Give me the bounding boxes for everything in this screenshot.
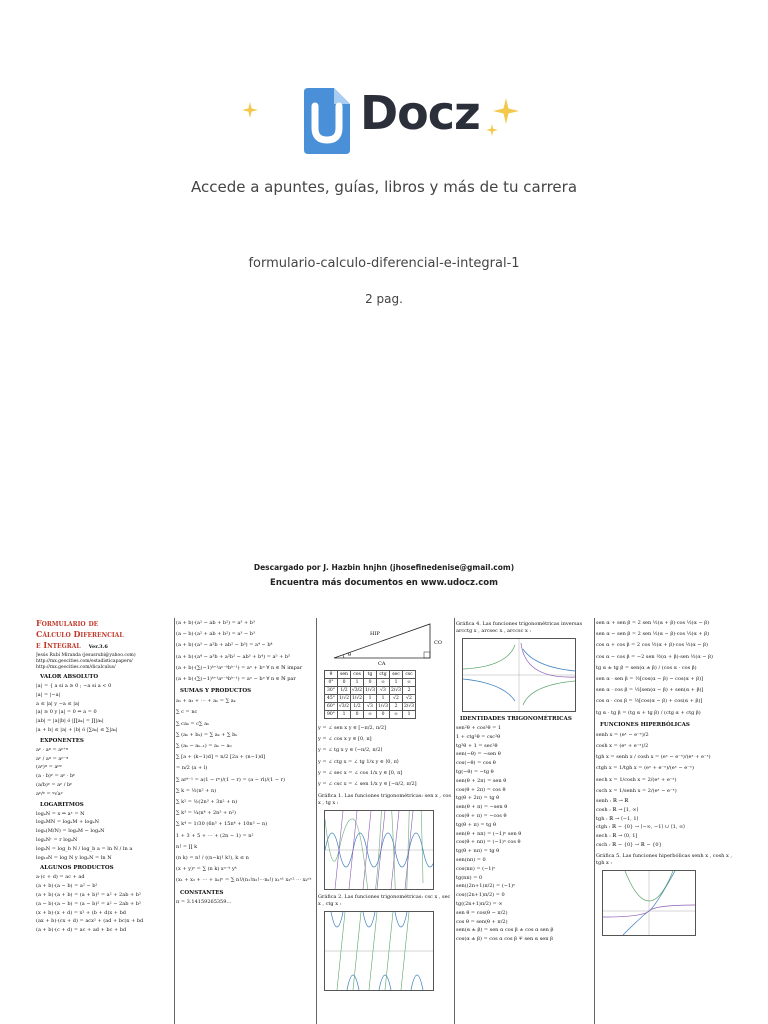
formula-line: tgh x = senh x / cosh x = (eˣ − e⁻ˣ)/(eˣ + e⁻ˣ) bbox=[596, 754, 711, 761]
formula-list bbox=[596, 618, 736, 719]
formula-line: tg(θ + 2π) = tg θ bbox=[456, 795, 500, 802]
plot-canvas bbox=[325, 811, 433, 889]
title-line: e Integral bbox=[36, 640, 81, 650]
section-heading: SUMAS Y PRODUCTOS bbox=[180, 688, 252, 695]
formula-line: y = ∠ tg x y ∈ ⟨−π/2, π/2⟩ bbox=[318, 747, 383, 754]
formula-line: a₁ + a₂ + ⋯ + aₙ = ∑ aₖ bbox=[176, 698, 236, 705]
column-divider bbox=[316, 618, 317, 1024]
table-row bbox=[325, 671, 416, 679]
document-title bbox=[36, 618, 174, 653]
formula-line: (aᵖ)ᵠ = aᵖᵠ bbox=[36, 764, 62, 771]
formula-list bbox=[456, 724, 594, 944]
table-cell: 1/√2 bbox=[351, 696, 363, 701]
section-heading: IDENTIDADES TRIGONOMÉTRICAS bbox=[460, 716, 572, 722]
tagline: Accede a apuntes, guías, libros y más de tu carrera bbox=[190, 178, 578, 196]
trig-graph-1 bbox=[324, 810, 434, 890]
page-count: 2 pag. bbox=[365, 292, 403, 306]
formula-line: cos(θ + π) = −cos θ bbox=[456, 812, 507, 819]
formula-line: (a + b)·(a − b) = a² − b² bbox=[36, 883, 98, 890]
formula-line: sen α − sen β = 2 sen ½(α − β)·cos ½(α + β) bbox=[596, 631, 710, 638]
author-line: Jesús Rubí Miranda (jesusrubi@yahoo.com) bbox=[36, 653, 136, 658]
formula-line: aᵖ/ᵠ = ᵠ√aᵖ bbox=[36, 790, 63, 797]
table-row bbox=[325, 711, 416, 719]
formula-list bbox=[176, 618, 314, 685]
formula-line: cos((2n+1)π/2) = 0 bbox=[456, 892, 505, 899]
table-cell: 1/√2 bbox=[338, 696, 350, 701]
table-row bbox=[325, 679, 416, 687]
formula-line: sen(nπ) = 0 bbox=[456, 856, 486, 863]
table-cell: 45° bbox=[325, 695, 338, 703]
formula-line: |a| = |−a| bbox=[36, 691, 61, 698]
formula-line: a ≤ |a| y −a ≤ |a| bbox=[36, 700, 80, 707]
formula-line: logₐNʳ = r logₐN bbox=[36, 836, 78, 843]
formula-line: ∑ k⁴ = 1/30 (6n⁵ + 15n⁴ + 10n³ − n) bbox=[176, 821, 268, 828]
table-cell: √3 bbox=[364, 703, 377, 711]
formula-line: = n/2 (a + l) bbox=[176, 765, 208, 772]
formula-line: 1 + 3 + 5 + ⋯ + (2n − 1) = n² bbox=[176, 832, 254, 839]
right-triangle-diagram bbox=[318, 618, 448, 666]
inverse-trig-graph bbox=[462, 638, 576, 712]
table-cell: √2 bbox=[390, 695, 403, 703]
column-2 bbox=[176, 618, 314, 1024]
formula-line: sen θ = cos(θ − π/2) bbox=[456, 909, 508, 916]
formula-line: sen(α ± β) = sen α cos β ± cos α sen β bbox=[456, 927, 554, 934]
formula-line: cos α + cos β = 2 cos ½(α + β)·cos ½(α − β) bbox=[596, 642, 708, 649]
formula-line: logₐN = x ⇒ aˣ = N bbox=[36, 810, 85, 817]
formula-line: sen(θ + π) = −sen θ bbox=[456, 804, 508, 811]
formula-line: csch x = 1/senh x = 2/(eˣ − e⁻ˣ) bbox=[596, 787, 677, 794]
formula-line: tg α ± tg β = sen(α ± β) / (cos α · cos β) bbox=[596, 664, 697, 671]
table-cell: csc bbox=[403, 671, 416, 679]
table-cell: √3 bbox=[377, 687, 390, 695]
table-cell: 1/√3 bbox=[364, 688, 376, 693]
table-cell: sec bbox=[390, 671, 403, 679]
formula-line: ∑ caₖ = c∑ aₖ bbox=[176, 720, 209, 727]
section-heading: ALGUNOS PRODUCTOS bbox=[40, 865, 114, 872]
formula-line: |ab| = |a||b| ó |∏aₖ| = ∏|aₖ| bbox=[36, 718, 104, 725]
table-cell: 1 bbox=[377, 695, 390, 703]
hyperbolic-graph bbox=[602, 870, 696, 936]
formula-line: aᵖ · aᵠ = aᵖ⁺ᵠ bbox=[36, 746, 69, 753]
udocz-logo[interactable] bbox=[240, 80, 530, 160]
formula-line: ∑ (aₖ + bₖ) = ∑ aₖ + ∑ bₖ bbox=[176, 731, 238, 738]
column-3 bbox=[318, 618, 454, 1024]
table-cell: 1 bbox=[338, 711, 351, 719]
formula-line: aᵖ / aᵠ = aᵖ⁻ᵠ bbox=[36, 755, 69, 762]
triangle-label-hip: HIP bbox=[370, 631, 380, 637]
formula-line: cos(θ + nπ) = (−1)ⁿ cos θ bbox=[456, 839, 521, 846]
formula-line: ctgh : ℝ − {0} → ⟨−∞, −1⟩ ∪ ⟨1, ∞⟩ bbox=[596, 824, 686, 831]
formula-line: cos(−θ) = cos θ bbox=[456, 760, 496, 767]
table-cell: ∞ bbox=[390, 711, 403, 719]
formula-list bbox=[176, 898, 314, 907]
formula-line: tg(nπ) = 0 bbox=[456, 874, 483, 881]
table-cell: 1/2 bbox=[351, 703, 364, 711]
formula-line: (a − b)·(a − b) = (a − b)² = a² − 2ab + b² bbox=[36, 900, 141, 907]
table-cell: 1 bbox=[403, 711, 416, 719]
formula-line: (a + b)·(a⁴ − a³b + a²b² − ab³ + b⁴) = a⁵ + b⁵ bbox=[176, 653, 291, 660]
formula-line: (n k) = n! / ((n−k)! k!), k ≤ n bbox=[176, 855, 249, 862]
formula-line: sen((2n+1)π/2) = (−1)ⁿ bbox=[456, 883, 516, 890]
formula-line: csch : ℝ − {0} → ℝ − {0} bbox=[596, 842, 662, 849]
formula-line: ∑ k³ = ¼(n⁴ + 2n³ + n²) bbox=[176, 810, 236, 817]
table-cell: 1 bbox=[390, 679, 403, 687]
formula-line: logₐN = log_b N / log_b a = ln N / ln a bbox=[36, 845, 133, 852]
table-cell: √3/2 bbox=[338, 704, 350, 709]
formula-line: (a + b)·(a + b) = (a + b)² = a² + 2ab + b² bbox=[36, 891, 141, 898]
table-cell: 0 bbox=[338, 679, 351, 687]
formula-line: (ax + b)·(cx + d) = acx² + (ad + bc)x + bd bbox=[36, 918, 144, 925]
formula-line: y = ∠ csc x = ∠ sen 1/x y ∈ [−π/2, π/2] bbox=[318, 781, 417, 788]
formula-line: cosh x = (eˣ + e⁻ˣ)/2 bbox=[596, 743, 649, 750]
formula-line: (a + b)·(∑(−1)ᵏ⁺¹aⁿ⁻ᵏbᵏ⁻¹) = aⁿ − bⁿ ∀ n ∈ ℕ par bbox=[176, 676, 296, 683]
table-cell: 0 bbox=[351, 711, 364, 719]
formula-line: sech : ℝ → ⟨0, 1] bbox=[596, 833, 638, 840]
formula-line: tg α · tg β = (tg α + tg β) / (ctg α + ctg β) bbox=[596, 709, 701, 716]
trig-graph-2 bbox=[324, 911, 434, 991]
document-preview bbox=[36, 618, 736, 1024]
formula-line: ∑ (aₖ − aₖ₋₁) = aₙ − a₀ bbox=[176, 743, 232, 750]
formula-list bbox=[36, 810, 174, 863]
author-line: http://mx.geocities.com/dicalculus/ bbox=[36, 665, 116, 670]
title-line: Cálculo Diferencial bbox=[36, 629, 124, 639]
formula-line: 1 + ctg²θ = csc²θ bbox=[456, 733, 501, 740]
formula-line: (a − b)·(a² + ab + b²) = a³ − b³ bbox=[176, 631, 255, 638]
formula-line: sen(−θ) = −sen θ bbox=[456, 751, 501, 758]
table-cell: tg bbox=[364, 671, 377, 679]
table-cell: 1/√3 bbox=[377, 704, 389, 709]
plot-canvas bbox=[603, 871, 695, 935]
formula-line: (a + b)·(a³ − a²b + ab² − b³) = a⁴ − b⁴ bbox=[176, 642, 273, 649]
section-heading: VALOR ABSOLUTO bbox=[40, 674, 99, 680]
table-row bbox=[325, 703, 416, 711]
title-line: Formulario de bbox=[36, 618, 99, 628]
table-cell: sen bbox=[338, 671, 351, 679]
table-cell: ∞ bbox=[377, 679, 390, 687]
formula-line: (a + b)·(a² − ab + b²) = a³ + b³ bbox=[176, 620, 255, 626]
formula-line: sen(θ + nπ) = (−1)ⁿ sen θ bbox=[456, 830, 522, 837]
formula-line: log₁₀N = log N y logₑN = ln N bbox=[36, 854, 112, 861]
formula-list bbox=[596, 730, 736, 797]
formula-line: y = ∠ sen x y ∈ [−π/2, π/2] bbox=[318, 725, 386, 731]
formula-line: cos(nπ) = (−1)ⁿ bbox=[456, 865, 496, 872]
table-row bbox=[325, 695, 416, 703]
formula-line: cos(α ± β) = cos α cos β ∓ sen α sen β bbox=[456, 936, 553, 943]
formula-line: ∑ c = nc bbox=[176, 709, 198, 716]
triangle-label-co: CO bbox=[434, 640, 442, 646]
table-cell: 30° bbox=[325, 687, 338, 695]
author-info bbox=[36, 653, 174, 671]
sparkle-icon-left bbox=[242, 102, 258, 118]
column-5 bbox=[596, 618, 736, 1024]
triangle-label-ca: CA bbox=[378, 661, 386, 666]
document-logo-icon bbox=[304, 88, 350, 154]
triangle-label-theta: θ bbox=[348, 652, 352, 658]
formula-line: |a| ≥ 0 y |a| = 0 ⇔ a = 0 bbox=[36, 709, 97, 716]
table-cell: 0 bbox=[364, 679, 377, 687]
graph-caption: Gráfica 2. Las funciones trigonométricas: csc x , sec x , ctg x : bbox=[318, 894, 451, 908]
formula-line: tg(θ + nπ) = tg θ bbox=[456, 848, 500, 855]
formula-line: (x + y)ⁿ = ∑ (n k) xⁿ⁻ᵏ yᵏ bbox=[176, 866, 237, 873]
formula-list bbox=[36, 682, 174, 735]
formula-line: (a + b)·(c + d) = ac + ad + bc + bd bbox=[36, 927, 127, 934]
table-cell: 1 bbox=[364, 695, 377, 703]
table-cell: 2 bbox=[390, 703, 403, 711]
plot-canvas bbox=[463, 639, 575, 711]
formula-line: tg(−θ) = −tg θ bbox=[456, 768, 494, 775]
formula-line: tg((2n+1)π/2) = ∞ bbox=[456, 900, 503, 907]
formula-line: tg²θ + 1 = sec²θ bbox=[456, 742, 498, 749]
formula-line: cos(θ + 2π) = cos θ bbox=[456, 786, 506, 793]
downloaded-by-note: Descargado por J. Hazbin hnjhn (jhosefinedenise@gmail.com) bbox=[253, 563, 515, 572]
formula-line: ∑ arᵏ⁻¹ = a(1 − rⁿ)/(1 − r) = (a − rl)/(1 − r) bbox=[176, 776, 286, 783]
table-cell: 90° bbox=[325, 711, 338, 719]
table-row bbox=[325, 687, 416, 695]
table-cell: ctg bbox=[377, 671, 390, 679]
more-documents-link[interactable]: Encuentra más documentos en www.udocz.com bbox=[270, 578, 498, 588]
section-heading: EXPONENTES bbox=[40, 737, 84, 744]
sparkle-icon-right bbox=[484, 98, 520, 136]
plot-canvas bbox=[325, 912, 433, 990]
table-cell: ∞ bbox=[364, 711, 377, 719]
formula-line: (a + b)·(∑(−1)ᵏ⁺¹aⁿ⁻ᵏbᵏ⁻¹) = aⁿ + bⁿ ∀ n ∈ ℕ impar bbox=[176, 664, 303, 671]
formula-line: sech x = 1/cosh x = 2/(eˣ + e⁻ˣ) bbox=[596, 776, 677, 783]
table-cell: θ bbox=[325, 671, 338, 679]
formula-line: tg(θ + π) = tg θ bbox=[456, 821, 496, 828]
formula-list bbox=[36, 746, 174, 799]
formula-line: ∑ k² = ⅙(2n³ + 3n² + n) bbox=[176, 799, 238, 806]
formula-line: (a · b)ᵖ = aᵖ · bᵖ bbox=[36, 773, 76, 780]
table-cell: √2 bbox=[403, 695, 416, 703]
formula-line: (x + b)·(x + d) = x² + (b + d)x + bd bbox=[36, 909, 126, 916]
graph-caption: Gráfica 5. Las funciones hiperbólicas senh x , cosh x , tgh x : bbox=[596, 852, 732, 866]
table-cell: 2/√3 bbox=[403, 704, 415, 709]
formula-line: sen²θ + cos²θ = 1 bbox=[456, 725, 502, 731]
formula-line: π = 3.14159265359… bbox=[176, 898, 232, 905]
graph-caption: Gráfica 1. Las funciones trigonométricas: sen x , cos x , tg x : bbox=[318, 793, 451, 807]
table-cell: 1 bbox=[351, 679, 364, 687]
formula-line: ∑ k = ½(n² + n) bbox=[176, 787, 217, 794]
formula-line: sen α + sen β = 2 sen ½(α + β)·cos ½(α − β) bbox=[596, 620, 710, 626]
column-4 bbox=[456, 618, 594, 1024]
column-divider bbox=[454, 618, 455, 1024]
table-cell: cos bbox=[351, 671, 364, 679]
section-heading: CONSTANTES bbox=[180, 889, 224, 896]
formula-line: a·(c + d) = ac + ad bbox=[36, 874, 85, 881]
formula-line: (x₁ + x₂ + ⋯ + xₖ)ⁿ = ∑ n!/(n₁!n₂!⋯nₖ!) x₁ⁿ¹ x₂ⁿ² ⋯ xₖⁿᵏ bbox=[176, 877, 312, 884]
formula-line: sen α · cos β = ½[sen(α − β) + sen(α + β)] bbox=[596, 687, 704, 694]
formula-line: tgh : ℝ → ⟨−1, 1⟩ bbox=[596, 815, 639, 822]
graph-caption: Gráfica 4. Las funciones trigonométricas inversas arcctg x , arcsec x , arccsc x : bbox=[456, 621, 583, 634]
formula-line: cos α · cos β = ½[cos(α − β) + cos(α + β)] bbox=[596, 698, 703, 705]
formula-line: |a| = { a si a ≥ 0 ; −a si a < 0 bbox=[36, 683, 112, 689]
section-heading: LOGARITMOS bbox=[40, 801, 84, 808]
formula-line: sen(θ + 2π) = sen θ bbox=[456, 777, 507, 784]
formula-line: n! = ∏ k bbox=[176, 843, 198, 850]
formula-line: |a + b| ≤ |a| + |b| ó |∑aₖ| ≤ ∑|aₖ| bbox=[36, 726, 118, 733]
logo-wordmark: Docz bbox=[360, 86, 480, 140]
formula-line: cos θ = sen(θ + π/2) bbox=[456, 918, 508, 925]
column-divider bbox=[174, 618, 175, 1024]
formula-line: senh x = (eˣ − e⁻ˣ)/2 bbox=[596, 731, 649, 738]
column-divider bbox=[594, 618, 595, 1024]
formula-line: (a/b)ᵖ = aᵖ / bᵖ bbox=[36, 781, 73, 788]
author-line: http://mx.geocities.com/estadisticapapers/ bbox=[36, 659, 133, 664]
formula-line: ∑ [a + (k−1)d] = n/2 [2a + (n−1)d] bbox=[176, 754, 266, 761]
formula-list bbox=[176, 696, 314, 886]
formula-line: cosh : ℝ → [1, ∞⟩ bbox=[596, 806, 639, 813]
document-filename: formulario-calculo-diferencial-e-integral-1 bbox=[248, 256, 520, 271]
formula-line: y = ∠ cos x y ∈ [0, π] bbox=[318, 736, 372, 743]
table-cell: 0° bbox=[325, 679, 338, 687]
trig-values-table bbox=[324, 670, 416, 719]
formula-line: logₐ(M/N) = logₐM − logₐN bbox=[36, 828, 105, 835]
formula-line: cos α − cos β = −2 sen ½(α + β)·sen ½(α − β) bbox=[596, 653, 713, 660]
formula-line: y = ∠ sec x = ∠ cos 1/x y ∈ [0, π] bbox=[318, 769, 403, 776]
formula-list bbox=[596, 797, 736, 850]
table-cell: √3/2 bbox=[351, 688, 363, 693]
table-cell: 60° bbox=[325, 703, 338, 711]
column-1 bbox=[36, 618, 174, 1024]
formula-line: logₐMN = logₐM + logₐN bbox=[36, 819, 99, 826]
table-cell: 2/√3 bbox=[390, 688, 402, 693]
formula-list bbox=[36, 873, 174, 935]
version-label: Ver.3.6 bbox=[88, 644, 108, 650]
section-heading: FUNCIONES HIPERBÓLICAS bbox=[600, 721, 690, 728]
table-cell: 2 bbox=[403, 687, 416, 695]
formula-list bbox=[318, 723, 454, 790]
formula-line: senh : ℝ → ℝ bbox=[596, 798, 629, 805]
table-cell: ∞ bbox=[403, 679, 416, 687]
formula-line: sen α · sen β = ½[cos(α − β) − cos(α + β)] bbox=[596, 676, 704, 683]
formula-line: ctgh x = 1/tgh x = (eˣ + e⁻ˣ)/(eˣ − e⁻ˣ) bbox=[596, 765, 694, 772]
formula-line: y = ∠ ctg x = ∠ tg 1/x y ∈ ⟨0, π⟩ bbox=[318, 758, 399, 765]
table-cell: 0 bbox=[377, 711, 390, 719]
table-cell: 1/2 bbox=[338, 687, 351, 695]
